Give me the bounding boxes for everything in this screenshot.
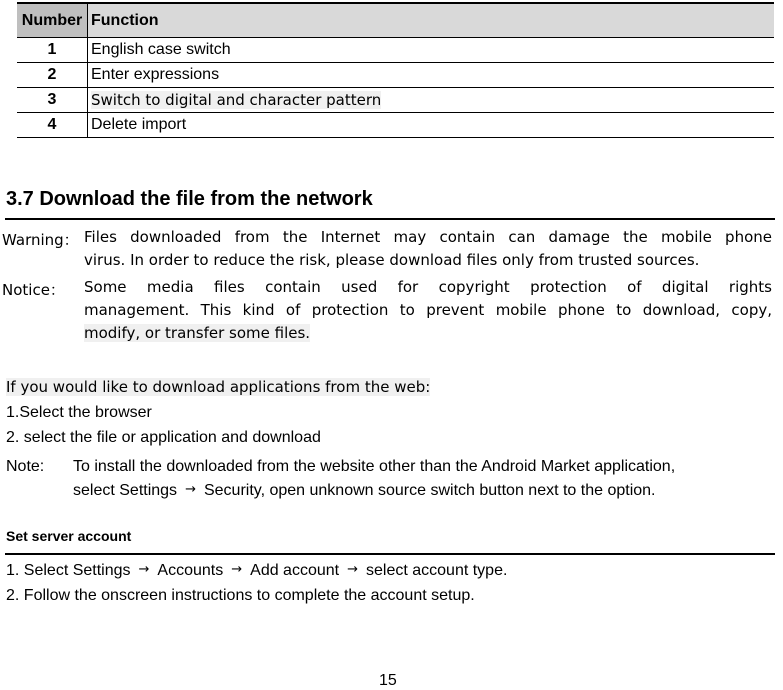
download-step-2: 2. select the file or application and download [6, 429, 321, 446]
arrow-right-icon: → [185, 482, 196, 497]
arrow-right-icon: → [231, 562, 243, 577]
section-rule [5, 218, 775, 220]
table-row [17, 38, 774, 63]
server-step-2: 2. Follow the onscreen instructions to complete the account setup. [6, 587, 475, 604]
server-select-type: select account type. [366, 562, 508, 579]
notice-line-3-text: modify, or transfer some files. [84, 324, 311, 342]
download-intro-text: If you would like to download applications from the web: [6, 378, 431, 396]
row-number: 1 [17, 38, 88, 63]
row-function [88, 88, 775, 113]
warning-line-1: Files downloaded from the Internet may contain can damage the mobile phone [84, 228, 772, 246]
section-title: 3.7 Download the file from the network [6, 188, 373, 210]
row-number: 4 [17, 113, 88, 138]
notice-line-2: management. This kind of protection to prevent mobile phone to download, copy, [84, 301, 772, 319]
row-function: English case switch [88, 38, 775, 63]
download-step-1: 1.Select the browser [6, 404, 152, 421]
table-row [17, 113, 774, 138]
server-add-account: Add account [250, 562, 340, 579]
row-number: 2 [17, 63, 88, 88]
note-label: Note: [6, 458, 45, 475]
header-number: Number [17, 3, 88, 38]
row-function: Delete import [88, 113, 775, 138]
server-title: Set server account [6, 528, 132, 544]
server-rule [5, 553, 775, 555]
download-intro [6, 378, 430, 396]
notice-text [84, 276, 772, 345]
warning-line-2: virus. In order to reduce the risk, please download files only from trusted sources. [84, 251, 700, 269]
warning-label: Warning： [2, 231, 79, 249]
server-accounts: Accounts [157, 562, 224, 579]
note-security: Security, open unknown source switch button next to the option. [203, 482, 656, 499]
function-table [17, 2, 774, 138]
table-row [17, 63, 774, 88]
server-step-1 [6, 562, 507, 580]
arrow-right-icon: → [138, 562, 150, 577]
arrow-right-icon: → [347, 562, 358, 577]
header-function: Function [88, 3, 775, 38]
row-function-text: Switch to digital and character pattern [91, 90, 382, 109]
table-row [17, 88, 774, 113]
table-header-row [17, 3, 774, 38]
row-number: 3 [17, 88, 88, 113]
warning-text [84, 226, 772, 272]
page-number: 15 [379, 672, 397, 689]
note-line-1: To install the downloaded from the website other than the Android Market application, [73, 458, 676, 475]
server-settings: 1. Select Settings [6, 562, 131, 579]
row-function: Enter expressions [88, 63, 775, 88]
notice-line-1: Some media files contain used for copyright protection of digital rights [84, 278, 772, 296]
notice-label: Notice： [2, 281, 65, 299]
note-line-2 [73, 482, 656, 500]
note-settings: select Settings [73, 482, 178, 499]
notice-line-3 [84, 322, 772, 345]
